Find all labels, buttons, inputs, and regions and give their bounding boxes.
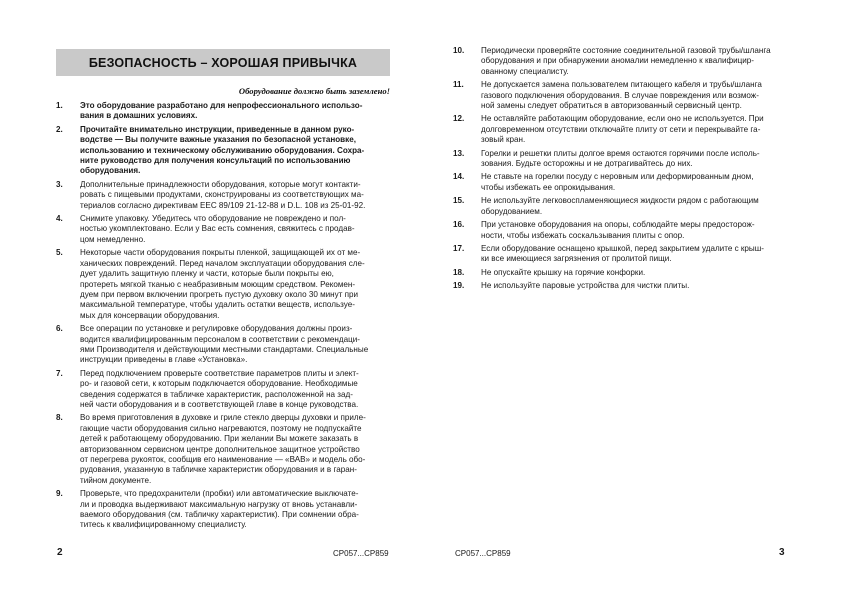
safety-list-left bbox=[56, 101, 390, 534]
item-text: Если оборудование оснащено крышкой, перед закрытием удалите с крыш- ки все имеющиеся загрязнения от пролитой пищи. bbox=[481, 243, 764, 264]
item-number: 19. bbox=[453, 281, 465, 291]
item-number: 2. bbox=[56, 124, 63, 134]
item-number: 14. bbox=[453, 172, 465, 182]
list-item bbox=[453, 172, 786, 193]
item-number: 4. bbox=[56, 214, 63, 224]
list-item bbox=[453, 281, 786, 291]
grounding-warning: Оборудование должно быть заземлено! bbox=[238, 86, 390, 96]
item-number: 3. bbox=[56, 179, 63, 189]
model-range: CP057...CP859 bbox=[333, 549, 389, 558]
item-number: 18. bbox=[453, 267, 465, 277]
item-number: 10. bbox=[453, 46, 465, 55]
item-number: 5. bbox=[56, 248, 63, 258]
item-number: 13. bbox=[453, 148, 465, 158]
list-item bbox=[453, 268, 786, 278]
list-item bbox=[56, 324, 390, 366]
item-text: Не допускается замена пользователем питающего кабеля и трубы/шланга газового подключения оборудования. В случае повреждения или возмож- ной замены следует обратиться в авторизованный сервисный центр. bbox=[481, 80, 762, 111]
item-text: Не опускайте крышку на горячие конфорки. bbox=[481, 267, 646, 277]
item-number: 16. bbox=[453, 220, 465, 230]
item-text: Некоторые части оборудования покрыты пленкой, защищающей их от ме- ханических повреждений. Перед началом эксплуатации оборудования сле- дует удалить защитную пленку и части, которые были покрыты ею, протереть мягкой тканью с неабразивным моющим средством. Рекомен- дуем при первом включении прогреть пустую духовку около 30 минут при максимальной температуре, чтобы удалить остатки веществ, используе- мых для консервации оборудования. bbox=[80, 248, 365, 320]
item-text: При установке оборудования на опоры, соблюдайте меры предосторож- ности, чтобы избежать соскальзывания плиты с опор. bbox=[481, 220, 755, 240]
item-number: 9. bbox=[56, 489, 63, 499]
item-text: Все операции по установке и регулировке оборудования должны произ- водится квалифицированным персоналом в соответствии с рекомендаци- ями Производителя и действующими местными стандартами. Специальные инструкции приведены в главе «Установка». bbox=[80, 324, 369, 365]
item-text: Дополнительные принадлежности оборудования, которые могут контакти- ровать с пищевыми продуктами, сконструированы из соответствующих ма- териалов согласно директивам EEC 89/109 21-12-88 и D.L. 108 из 25-01-92. bbox=[80, 179, 366, 210]
item-number: 1. bbox=[56, 101, 63, 110]
item-number: 11. bbox=[453, 80, 464, 90]
list-item bbox=[56, 413, 390, 486]
item-text: Не ставьте на горелки посуду с неровным или деформированным дном, чтобы избежать ее опрокидывания. bbox=[481, 172, 754, 192]
item-number: 6. bbox=[56, 324, 63, 334]
list-item bbox=[453, 149, 786, 170]
item-text: Горелки и решетки плиты долгое время остаются горячими после исполь- зования. Будьте осторожны и не дотрагивайтесь до них. bbox=[481, 148, 760, 169]
item-text: Не используйте паровые устройства для чистки плиты. bbox=[481, 281, 690, 291]
item-number: 15. bbox=[453, 196, 465, 206]
list-item bbox=[56, 369, 390, 411]
list-item bbox=[453, 114, 786, 145]
list-item bbox=[453, 196, 786, 217]
item-number: 7. bbox=[56, 368, 63, 378]
list-item bbox=[56, 214, 390, 245]
model-range: CP057...CP859 bbox=[455, 549, 511, 558]
right-page bbox=[421, 0, 842, 595]
item-text: Во время приготовления в духовке и гриле стекло дверцы духовки и приле- гающие части оборудования сильно нагреваются, поэтому не подпускайте детей к работающему оборудованию. При желании Вы можете заказать в авторизованном сервисном центре дополнительное защитное устройство от перегрева рукояток, сообщив его наименование — «ВАВ» и модель обо- рудования, указанную в табличке характеристик оборудования и в гаран- тийном документе. bbox=[80, 413, 366, 485]
item-text: Снимите упаковку. Убедитесь что оборудование не повреждено и пол- ностью укомплектовано. Если у Вас есть сомнения, свяжитесь с продав- цом немедленно. bbox=[80, 214, 355, 244]
list-item bbox=[56, 101, 390, 122]
list-item bbox=[453, 80, 786, 111]
list-item bbox=[56, 248, 390, 321]
item-number: 12. bbox=[453, 114, 465, 124]
list-item bbox=[453, 46, 786, 77]
item-text: Прочитайте внимательно инструкции, приведенные в данном руко- водстве — Вы получите важные указания по безопасной установке, использованию и техническому обслуживанию оборудования. Сохра- ните руководство для получения консультаций по использованию оборудования. bbox=[80, 124, 365, 176]
item-number: 17. bbox=[453, 243, 465, 253]
item-text: Периодически проверяйте состояние соединительной газовой трубы/шланга оборудования и при обнаружении аномалии немедленно к квалифицир- ованному специалисту. bbox=[481, 46, 771, 76]
item-number: 8. bbox=[56, 413, 63, 423]
list-item bbox=[453, 220, 786, 241]
item-text: Это оборудование разработано для непрофессионального использо- вания в домашних условиях. bbox=[80, 101, 363, 121]
list-item bbox=[56, 125, 390, 177]
page-number: 2 bbox=[57, 547, 63, 558]
list-item bbox=[453, 244, 786, 265]
list-item bbox=[56, 489, 390, 531]
list-item bbox=[56, 180, 390, 211]
item-text: Не используйте легковоспламеняющиеся жидкости рядом с работающим оборудованием. bbox=[481, 196, 759, 216]
item-text: Перед подключением проверьте соответствие параметров плиты и элект- ро- и газовой сети, к которым подключается оборудование. Необходимые сведения содержатся в табличке характеристик, расположенной на зад- ней части оборудования и в соответствующей главе в конце руководства. bbox=[80, 368, 359, 409]
section-title: БЕЗОПАСНОСТЬ – ХОРОШАЯ ПРИВЫЧКА bbox=[56, 49, 390, 76]
item-text: Проверьте, что предохранители (пробки) или автоматические выключате- ли и проводка выдерживают максимальную нагрузку от вновь устанавли- ваемого оборудования (см. табличку характеристик). При сомнении обра- титесь к квалифицированному специалисту. bbox=[80, 489, 359, 530]
safety-list-right bbox=[453, 46, 786, 295]
page-number: 3 bbox=[779, 547, 785, 558]
item-text: Не оставляйте работающим оборудование, если оно не используется. При долговременном отсутствии отключайте плиту от сети и перекрывайте га- зовый кран. bbox=[481, 114, 764, 145]
